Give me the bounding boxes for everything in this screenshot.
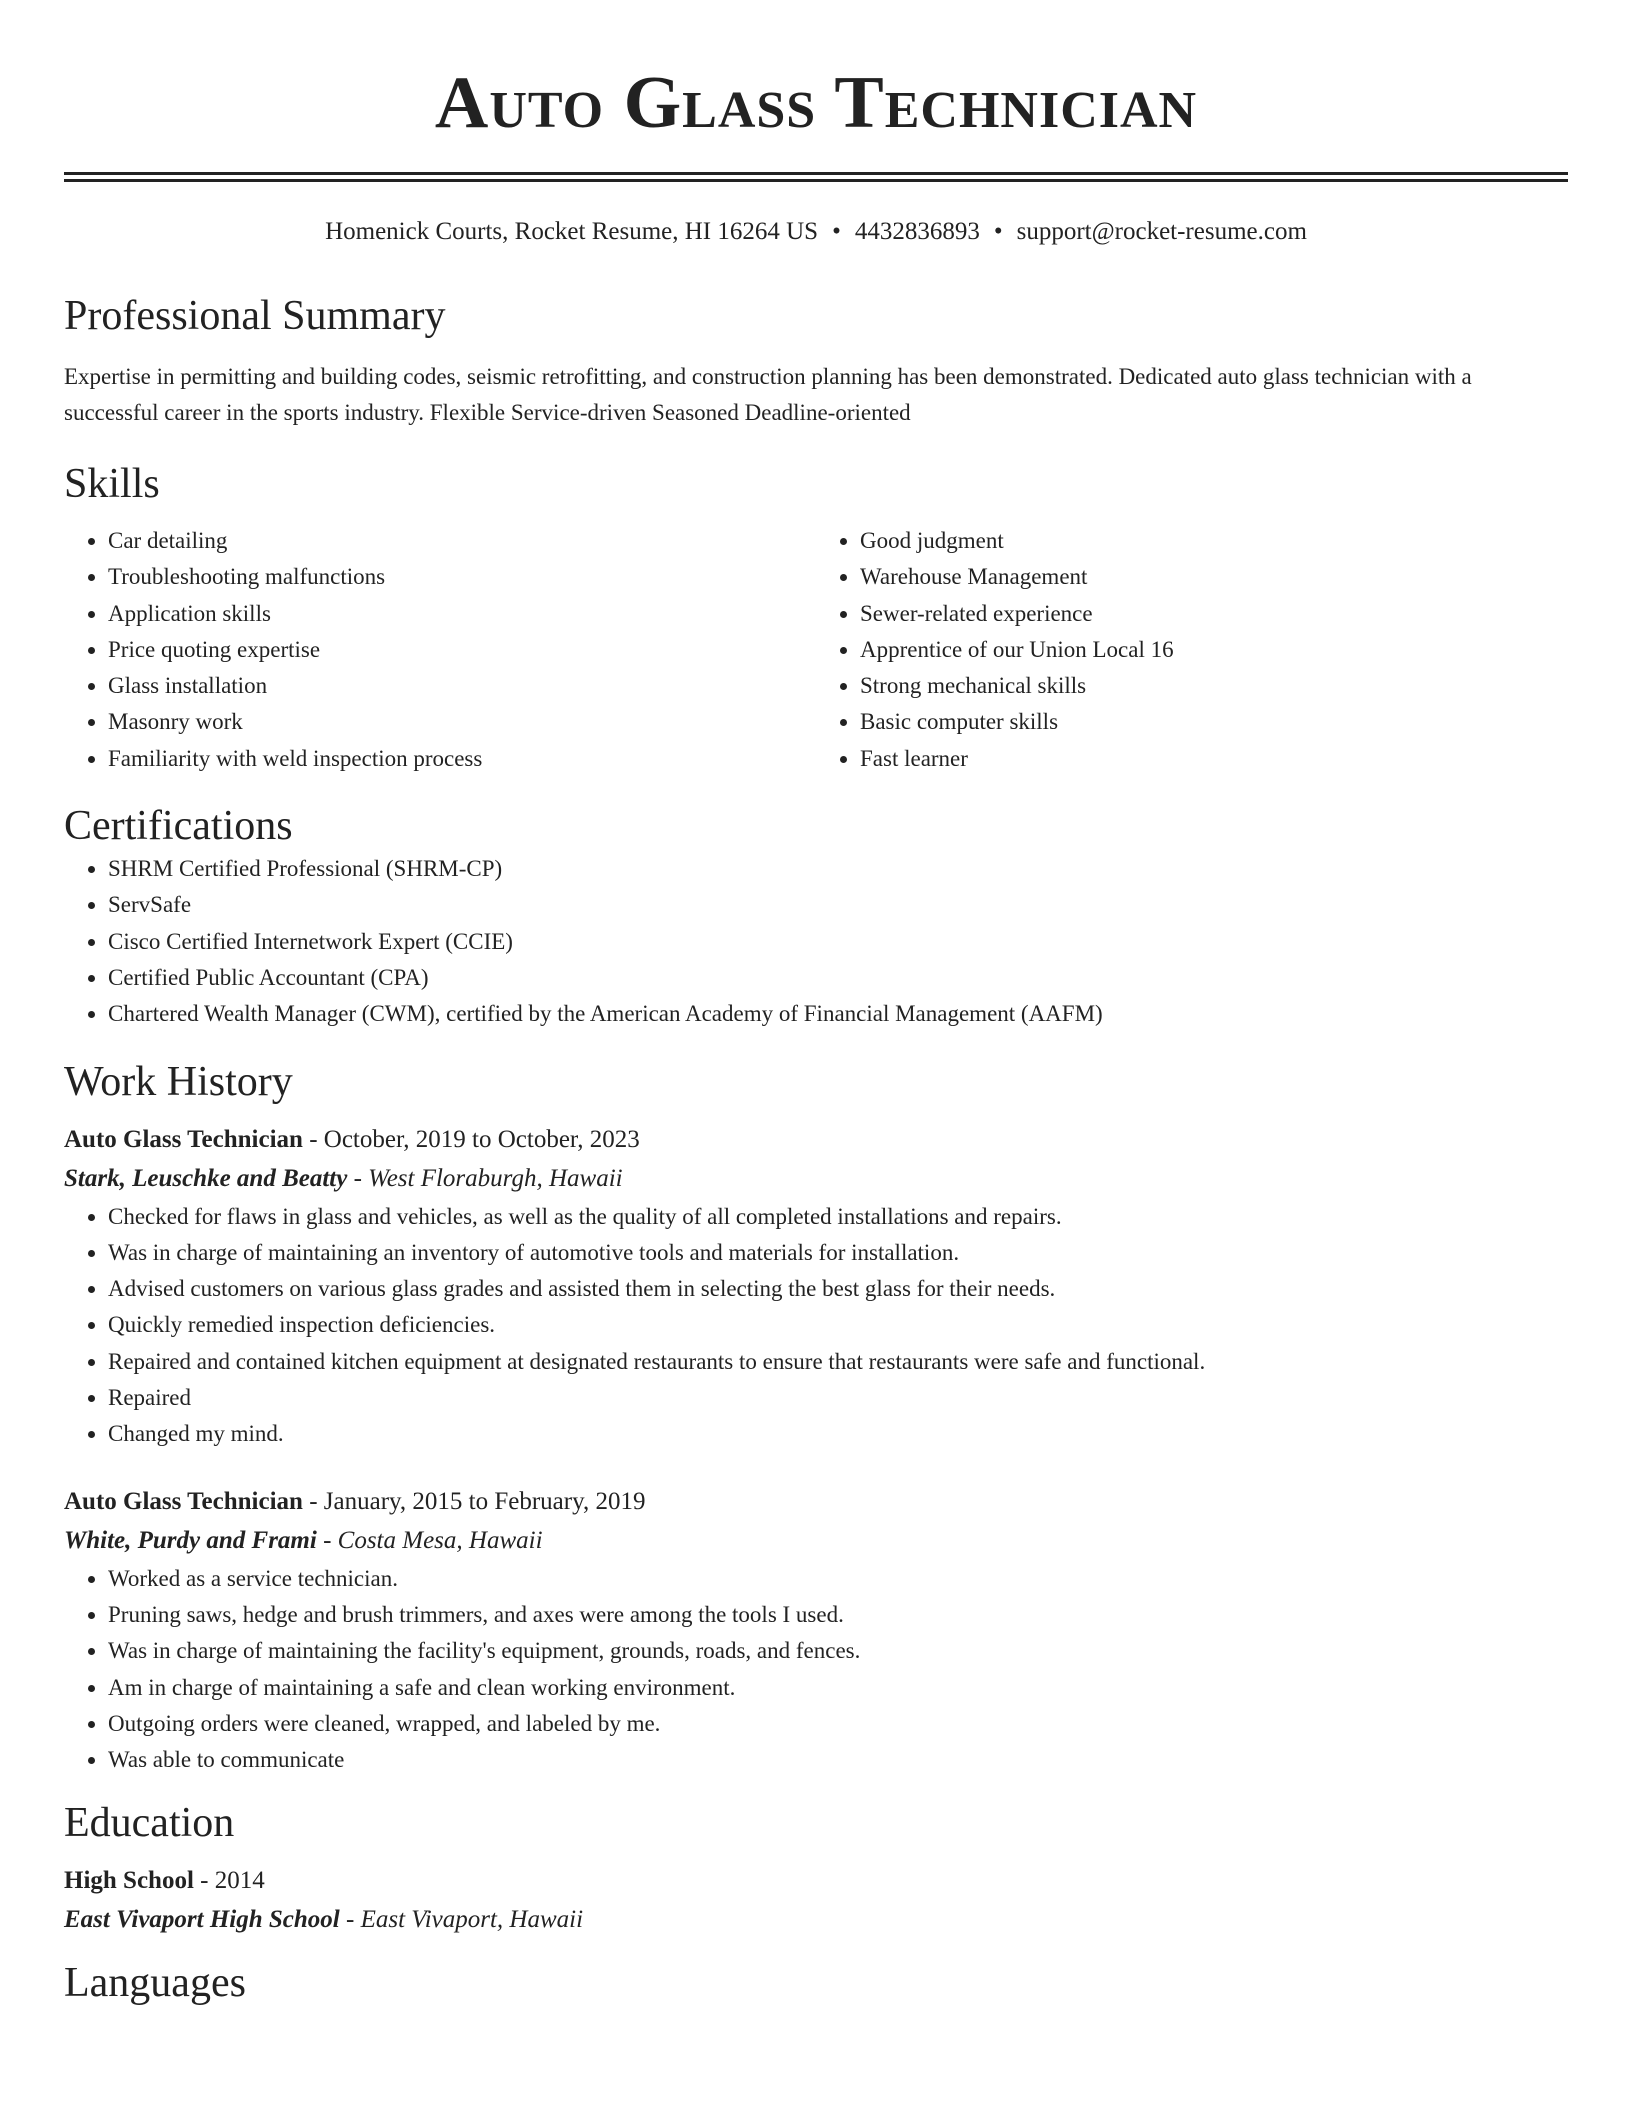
job-dates: - January, 2015 to February, 2019 — [302, 1487, 646, 1515]
list-item: • Pruning saws, hedge and brush trimmers, and axes were among the tools I used. — [108, 1597, 1568, 1633]
list-item: • Cisco Certified Internetwork Expert (CCIE) — [108, 924, 1568, 960]
summary-text: Expertise in permitting and building codes, seismic retrofitting, and construction planning has been demonstrated. Dedicated auto glass technician with a successful career in the sports industry. Flexible Service-driven Seasoned Deadline-oriented — [64, 364, 1472, 425]
bullet-separator: • — [993, 218, 1003, 245]
list-item: • Repaired and contained kitchen equipment at designated restaurants to ensure that restaurants were safe and functional. — [108, 1344, 1568, 1380]
list-item: • Was able to communicate — [108, 1742, 1568, 1778]
job-title-line — [64, 1121, 1568, 1159]
list-item: • Am in charge of maintaining a safe and clean working environment. — [108, 1670, 1568, 1706]
list-item: • Worked as a service technician. — [108, 1561, 1568, 1597]
list-item: • Was in charge of maintaining the facility's equipment, grounds, roads, and fences. — [108, 1633, 1568, 1669]
education-year: - 2014 — [193, 1867, 265, 1895]
list-item: • ServSafe — [108, 887, 1568, 923]
education-degree-line — [64, 1862, 1568, 1900]
list-item: • Familiarity with weld inspection process — [108, 741, 816, 777]
list-item: • Apprentice of our Union Local 16 — [860, 632, 1568, 668]
languages-heading: Languages — [64, 1960, 246, 2007]
list-item: • Strong mechanical skills — [860, 668, 1568, 704]
company-line — [64, 1159, 1568, 1199]
contact-phone: 4432836893 — [854, 218, 980, 245]
list-item: • Basic computer skills — [860, 704, 1568, 740]
list-item: • Quickly remedied inspection deficiencies. — [108, 1307, 1568, 1343]
job-entry — [64, 1121, 1568, 1453]
skills-grid — [64, 523, 1568, 777]
company-location: - West Floraburgh, Hawaii — [347, 1164, 623, 1192]
job-title: Auto Glass Technician — [64, 1125, 303, 1153]
company-line — [64, 1521, 1568, 1561]
education-heading: Education — [64, 1800, 235, 1847]
school-name: East Vivaport High School — [64, 1906, 340, 1934]
job-title-line — [64, 1483, 1568, 1521]
list-item: • Chartered Wealth Manager (CWM), certified by the American Academy of Financial Management (AAFM) — [108, 996, 1568, 1032]
list-item: • Changed my mind. — [108, 1416, 1568, 1452]
work-history-heading: Work History — [64, 1058, 293, 1105]
list-item: • Fast learner — [860, 741, 1568, 777]
list-item: • Price quoting expertise — [108, 632, 816, 668]
school-location: - East Vivaport, Hawaii — [339, 1906, 584, 1934]
list-item: • Glass installation — [108, 668, 816, 704]
job-duties-list — [64, 1561, 1568, 1779]
job-title: Auto Glass Technician — [64, 1487, 303, 1515]
list-item: • Masonry work — [108, 704, 816, 740]
job-duties-list — [64, 1199, 1568, 1453]
job-entry — [64, 1483, 1568, 1779]
company-name: Stark, Leuschke and Beatty — [64, 1164, 348, 1192]
list-item: • Outgoing orders were cleaned, wrapped, and labeled by me. — [108, 1706, 1568, 1742]
list-item: • Sewer-related experience — [860, 596, 1568, 632]
contact-email: support@rocket-resume.com — [1016, 218, 1307, 245]
list-item: • Car detailing — [108, 523, 816, 559]
skills-list-left — [64, 523, 816, 777]
bullet-separator: • — [832, 218, 841, 245]
certifications-list — [64, 851, 1568, 1032]
skills-list-right — [816, 523, 1568, 777]
contact-address: Homenick Courts, Rocket Resume, HI 16264 US — [325, 218, 819, 245]
list-item: • Troubleshooting malfunctions — [108, 559, 816, 595]
company-name: White, Purdy and Frami — [64, 1526, 317, 1554]
list-item: • Application skills — [108, 596, 816, 632]
list-item: • SHRM Certified Professional (SHRM-CP) — [108, 851, 1568, 887]
company-location: - Costa Mesa, Hawaii — [316, 1526, 543, 1554]
skills-heading: Skills — [64, 461, 160, 507]
contact-line — [64, 215, 1568, 249]
list-item: • Repaired — [108, 1380, 1568, 1416]
list-item: • Good judgment — [860, 523, 1568, 559]
certifications-heading: Certifications — [64, 803, 293, 850]
list-item: • Warehouse Management — [860, 559, 1568, 595]
title-double-rule — [64, 172, 1568, 182]
list-item: • Checked for flaws in glass and vehicles, as well as the quality of all completed installations and repairs. — [108, 1199, 1568, 1235]
list-item: • Certified Public Accountant (CPA) — [108, 960, 1568, 996]
summary-heading: Professional Summary — [64, 293, 446, 339]
list-item: • Advised customers on various glass grades and assisted them in selecting the best glass for their needs. — [108, 1271, 1568, 1307]
resume-title: Auto Glass Technician — [434, 62, 1198, 144]
education-school-line — [64, 1900, 1568, 1940]
list-item: • Was in charge of maintaining an inventory of automotive tools and materials for installation. — [108, 1235, 1568, 1271]
education-degree: High School — [64, 1867, 194, 1895]
job-dates: - October, 2019 to October, 2023 — [302, 1125, 640, 1153]
